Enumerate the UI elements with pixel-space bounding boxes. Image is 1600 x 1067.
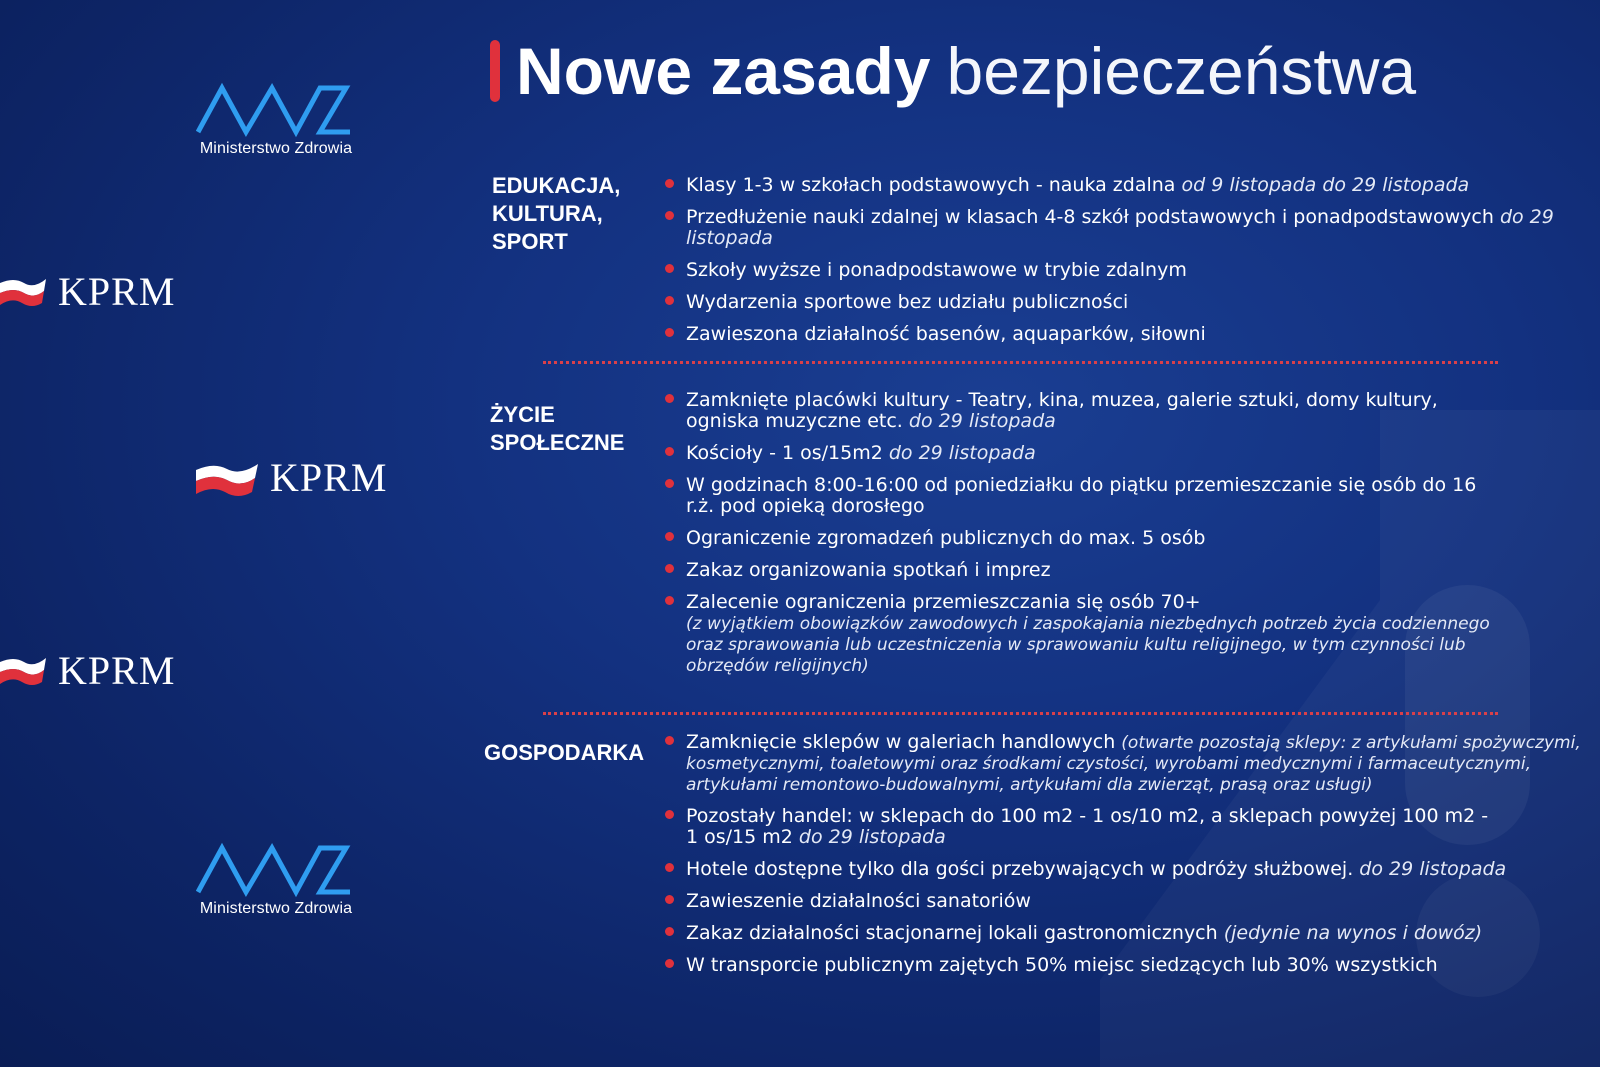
- list-item: Klasy 1-3 w szkołach podstawowych - nauka zdalna od 9 listopada do 29 listopada: [663, 175, 1593, 196]
- section-list-edukacja: [663, 175, 1593, 356]
- kprm-logo: [196, 455, 388, 500]
- list-item: Zawieszona działalność basenów, aquaparków, siłowni: [663, 324, 1593, 345]
- kprm-logo-text: KPRM: [58, 648, 176, 693]
- list-item: Zakaz organizowania spotkań i imprez: [663, 560, 1493, 581]
- kprm-logo-text: KPRM: [270, 455, 388, 500]
- list-item: Hotele dostępne tylko dla gości przebywających w podróży służbowej. do 29 listopada: [663, 859, 1593, 880]
- polish-flag-icon: [0, 654, 46, 688]
- kprm-logo-text: KPRM: [58, 269, 176, 314]
- section-list-zycie-spoleczne: [663, 390, 1493, 687]
- title-bold: Nowe zasady: [516, 34, 931, 108]
- mz-logo-icon: [196, 82, 356, 138]
- list-item: Ograniczenie zgromadzeń publicznych do max. 5 osób: [663, 528, 1493, 549]
- list-item: Zawieszenie działalności sanatoriów: [663, 891, 1593, 912]
- mz-logo-icon: [196, 842, 356, 898]
- list-item: Zakaz działalności stacjonarnej lokali gastronomicznych (jedynie na wynos i dowóz): [663, 923, 1593, 944]
- ministerstwo-zdrowia-logo: [196, 842, 356, 918]
- list-item: Zamknięcie sklepów w galeriach handlowych (otwarte pozostają sklepy: z artykułami spożywczymi, kosmetycznymi, toaletowymi oraz środkami czystości, wyrobami medycznymi i farmaceutycznymi, artykułami remontowo-budowalnymi, artykułami dla zwierząt, prasą oraz usługi): [663, 732, 1593, 795]
- page-title: [490, 34, 1417, 108]
- section-label-zycie-spoleczne: ŻYCIE SPOŁECZNE: [490, 402, 625, 455]
- ministerstwo-zdrowia-logo: [196, 82, 356, 158]
- list-item: Kościoły - 1 os/15m2 do 29 listopada: [663, 443, 1493, 464]
- list-item: Szkoły wyższe i ponadpodstawowe w trybie zdalnym: [663, 260, 1593, 281]
- list-item: W godzinach 8:00-16:00 od poniedziałku do piątku przemieszczanie się osób do 16 r.ż. pod opieką dorosłego: [663, 475, 1493, 517]
- title-accent-bar: [490, 40, 500, 102]
- section-label-edukacja: EDUKACJA, KULTURA, SPORT: [492, 173, 621, 254]
- section-divider: [543, 361, 1498, 364]
- kprm-logo: [0, 648, 176, 693]
- list-item: W transporcie publicznym zajętych 50% miejsc siedzących lub 30% wszystkich: [663, 955, 1593, 976]
- section-list-gospodarka: [663, 732, 1593, 987]
- list-item: Wydarzenia sportowe bez udziału publiczności: [663, 292, 1593, 313]
- mz-logo-caption: Ministerstwo Zdrowia: [199, 140, 353, 157]
- mz-logo-caption: Ministerstwo Zdrowia: [199, 900, 353, 917]
- polish-flag-icon: [0, 275, 46, 309]
- title-light: bezpieczeństwa: [946, 34, 1417, 108]
- section-divider: [543, 712, 1498, 715]
- list-item: Przedłużenie nauki zdalnej w klasach 4-8 szkół podstawowych i ponadpodstawowych do 29 listopada: [663, 207, 1593, 249]
- list-item: Zalecenie ograniczenia przemieszczania się osób 70+ (z wyjątkiem obowiązków zawodowych i zaspokajania niezbędnych potrzeb życia codziennego oraz sprawowania lub uczestniczenia w sprawowaniu kultu religijnego, w tym czynności lub obrzędów religijnych): [663, 592, 1493, 676]
- list-item: Pozostały handel: w sklepach do 100 m2 - 1 os/10 m2, a sklepach powyżej 100 m2 - 1 os/15 m2 do 29 listopada: [663, 806, 1506, 848]
- kprm-logo: [0, 269, 176, 314]
- section-label-gospodarka: GOSPODARKA: [484, 740, 645, 765]
- list-item: Zamknięte placówki kultury - Teatry, kina, muzea, galerie sztuki, domy kultury, ogniska muzyczne etc. do 29 listopada: [663, 390, 1493, 432]
- polish-flag-icon: [196, 458, 258, 498]
